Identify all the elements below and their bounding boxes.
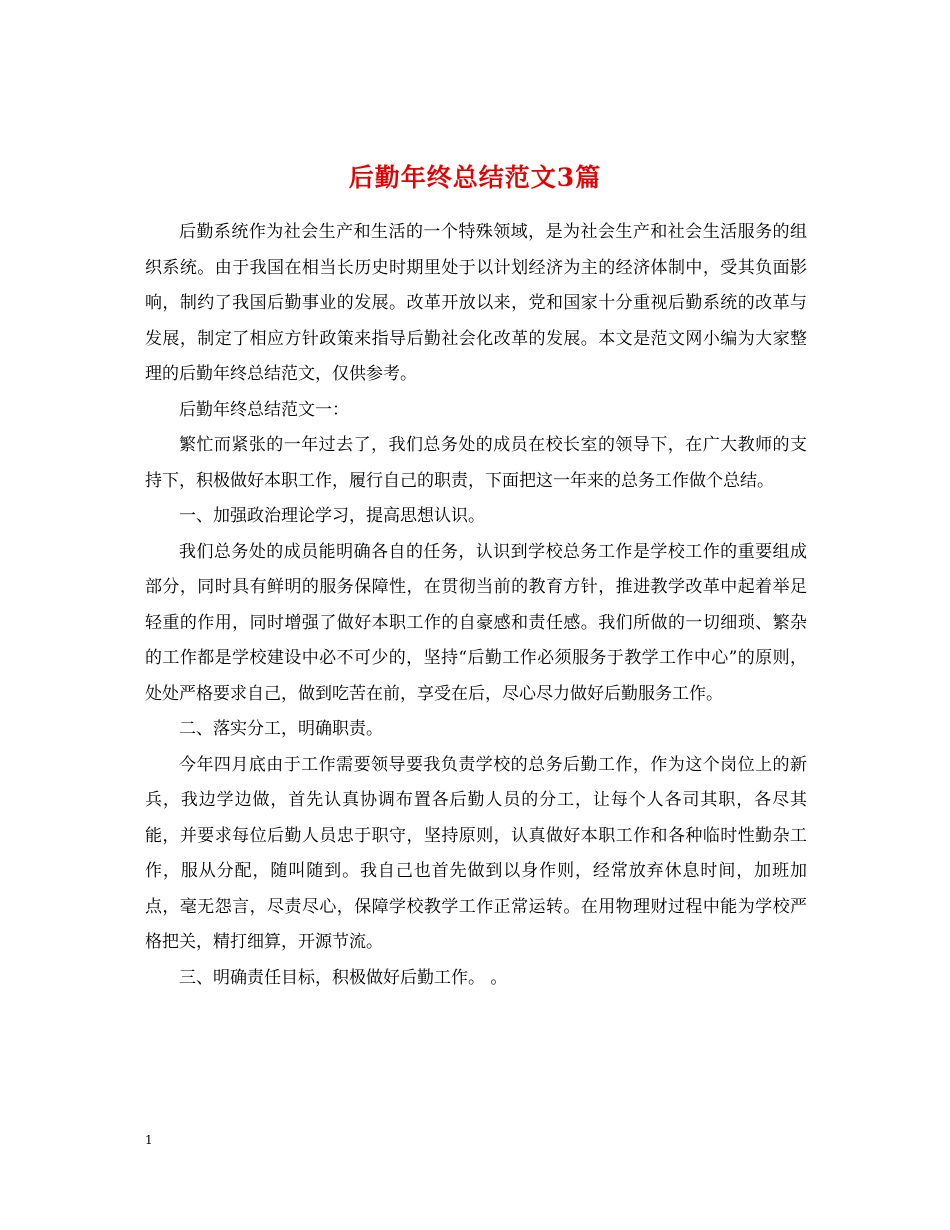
paragraph-section-two: 今年四月底由于工作需要领导要我负责学校的总务后勤工作，作为这个岗位上的新兵，我边学边做，首先认真协调布置各后勤人员的分工，让每个人各司其职，各尽其能，并要求每位后勤人员忠于职守，坚持原则，认真做好本职工作和各种临时性勤杂工作，服从分配，随叫随到。我自己也首先做到以身作则，经常放弃休息时间，加班加点，毫无怨言，尽责尽心，保障学校教学工作正常运转。在用物理财过程中能为学校严格把关，精打细算，开源节流。	[145, 754, 807, 952]
document-body	[145, 215, 807, 996]
section-heading-two: 二、落实分工，明确职责。	[179, 719, 383, 739]
page-number: 1	[145, 1133, 153, 1147]
section-heading-one: 一、加强政治理论学习，提高思想认识。	[179, 506, 485, 526]
section-heading-three: 三、明确责任目标，积极做好后勤工作。 。	[179, 967, 508, 988]
document-title: 后勤年终总结范文3篇	[348, 162, 602, 192]
paragraph-sample-one-opening: 繁忙而紧张的一年过去了，我们总务处的成员在校长室的领导下，在广大教师的支持下，积极做好本职工作，履行自己的职责，下面把这一年来的总务工作做个总结。	[145, 435, 807, 491]
paragraph-section-one: 我们总务处的成员能明确各自的任务，认识到学校总务工作是学校工作的重要组成部分，同时具有鲜明的服务保障性，在贯彻当前的教育方针，推进教学改革中起着举足轻重的作用，同时增强了做好本职工作的自豪感和责任感。我们所做的一切细琐、繁杂的工作都是学校建设中必不可少的，坚持“后勤工作必须服务于教学工作中心”的原则，处处严格要求自己，做到吃苦在前，享受在后，尽心尽力做好后勤服务工作。	[145, 541, 807, 704]
paragraph-sample-one-heading: 后勤年终总结范文一：	[179, 399, 349, 420]
paragraph-intro: 后勤系统作为社会生产和生活的一个特殊领域，是为社会生产和社会生活服务的组织系统。由于我国在相当长历史时期里处于以计划经济为主的经济体制中，受其负面影响，制约了我国后勤事业的发展。改革开放以来，党和国家十分重视后勤系统的改革与发展，制定了相应方针政策来指导后勤社会化改革的发展。本文是范文网小编为大家整理的后勤年终总结范文，仅供参考。	[145, 222, 807, 384]
